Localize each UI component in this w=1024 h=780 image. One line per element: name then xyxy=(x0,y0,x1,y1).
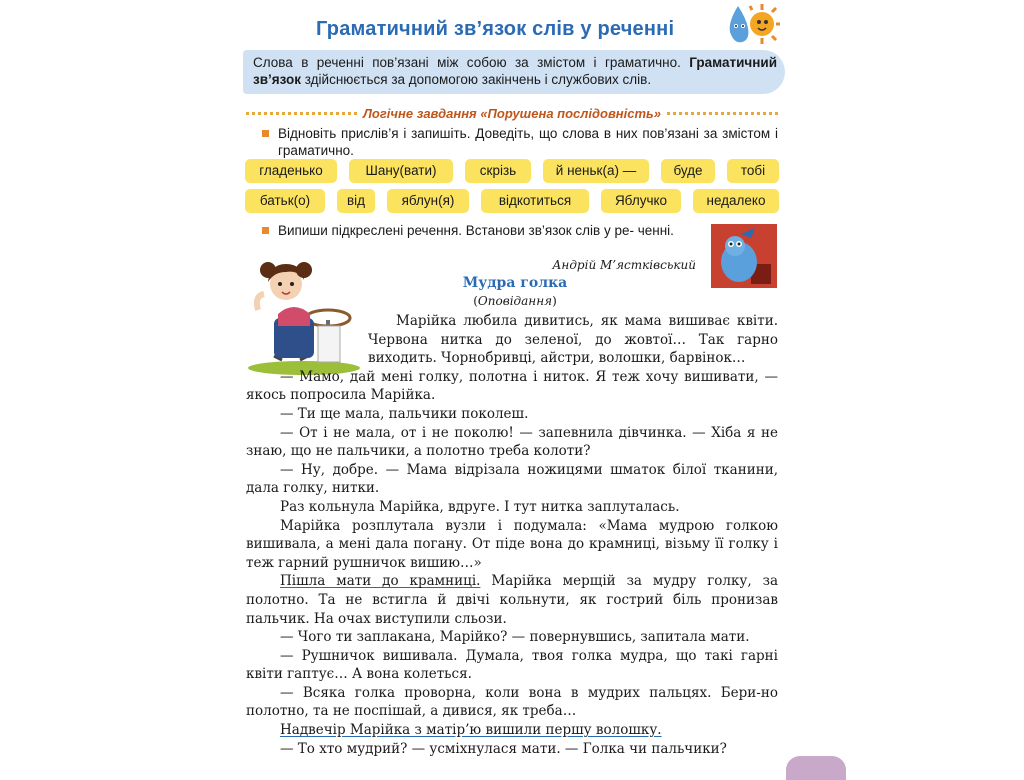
word-chip: недалеко xyxy=(693,189,779,213)
story-paragraph xyxy=(246,721,778,740)
task-underlined-sentences xyxy=(262,222,696,239)
bullet-square-icon xyxy=(262,130,269,137)
story-paragraph: — Ну, добре. — Мама відрізала ножицями шматок білої тканини, дала голку, нитки. xyxy=(246,461,778,497)
story-paragraph: Марійка розплутала вузли і подумала: «Мама мудрою голкою вишивала, а мені дала погану. От піде вона до крамниці, візьму її голку і теж гарний рушничок вишию…» xyxy=(246,517,778,571)
page-title: Граматичний зв’язок слів у реченні xyxy=(316,18,675,40)
logic-task-title: Логічне завдання «Порушена послідовність» xyxy=(363,105,662,121)
story-paragraph: — Мамо, дай мені голку, полотна і ниток. Я теж хочу вишивати, — якось попросила Марійка. xyxy=(246,368,778,404)
task-text: Відновіть прислів’я і запишіть. Доведіть, що слова в них пов’язані за змістом і граматично. xyxy=(278,126,778,158)
task-proverbs xyxy=(262,125,778,159)
word-chip: яблун(я) xyxy=(387,189,469,213)
word-chip: тобі xyxy=(727,159,779,183)
rule-box xyxy=(243,50,785,94)
underlined-sentence: Пішла мати до крамниці. xyxy=(280,573,481,590)
story-author: Андрій М’ястківський xyxy=(552,258,696,272)
word-chip: гладенько xyxy=(245,159,337,183)
bullet-square-icon xyxy=(262,227,269,234)
story-paragraph: — Ти ще мала, пальчики поколеш. xyxy=(280,405,529,422)
dotted-divider xyxy=(667,112,778,115)
logic-task-heading xyxy=(246,104,778,122)
story-paragraph: — Чого ти заплакана, Марійко? — повернувшись, запитала мати. xyxy=(280,629,750,646)
story-genre: (Оповідання) xyxy=(473,294,557,308)
story-text: Марійка мерщій за мудру голку, за полотно. Та не встигла й двічі кольнути, як гострий біль пронизав пальчик. На очах виступили сльози. xyxy=(246,573,778,627)
story-genre-text: Оповідання xyxy=(477,294,553,308)
story-paragraph: — От і не мала, от і не поколю! — запевнила дівчинка. — Хіба я не знаю, що не пальчики, а полотно треба колоти? xyxy=(246,424,778,460)
story-paragraph: Раз кольнула Марійка, вдруге. І тут нитка заплуталась. xyxy=(280,498,680,515)
underlined-sentence: Надвечір Марійка з матір’ю вишили першу волошку. xyxy=(280,722,662,739)
dotted-divider xyxy=(246,112,357,115)
story-body xyxy=(246,312,778,758)
story-title: Мудра голка xyxy=(462,275,568,291)
story-paragraph: Марійка любила дивитись, як мама вишиває квіти. Червона нитка до зеленої, до жовтої… Так гарно виходить. Чорнобривці, айстри, волошки, барвінок… xyxy=(368,313,778,367)
word-chip: скрізь xyxy=(465,159,531,183)
rule-text-end: здійснюється за допомогою закінчень і службових слів. xyxy=(301,72,652,87)
word-chip: Яблучко xyxy=(601,189,681,213)
rule-text: Слова в реченні пов’язані між собою за змістом і граматично. xyxy=(253,55,690,70)
story-paragraph xyxy=(246,572,778,628)
word-chips-row-2 xyxy=(245,189,779,213)
page-corner-tab xyxy=(786,756,846,780)
word-chip: й неньк(а) — xyxy=(543,159,649,183)
story-paragraph: — Рушничок вишивала. Думала, твоя голка мудра, що такі гарні квіти гаптує… А вона колеться. xyxy=(246,647,778,683)
story-paragraph: — Всяка голка проворна, коли вона в мудрих пальцях. Бери-но полотно, та не поспішай, а дивися, як треба… xyxy=(246,684,778,720)
word-chip: відкотиться xyxy=(481,189,589,213)
word-chip: Шану(вати) xyxy=(349,159,453,183)
word-chip: буде xyxy=(661,159,715,183)
book-gnome-illustration-icon xyxy=(711,224,777,288)
word-chip: батьк(о) xyxy=(245,189,325,213)
word-chip: від xyxy=(337,189,375,213)
rule-term: Граматичний зв’язок xyxy=(253,55,777,87)
story-paragraph: — То хто мудрий? — усміхнулася мати. — Голка чи пальчики? xyxy=(280,740,727,757)
task-text: Випиши підкреслені речення. Встанови зв’язок слів у ре- ченні. xyxy=(278,223,674,238)
sun-and-drop-mascot-icon xyxy=(724,2,780,50)
word-chips-row-1 xyxy=(245,159,779,183)
